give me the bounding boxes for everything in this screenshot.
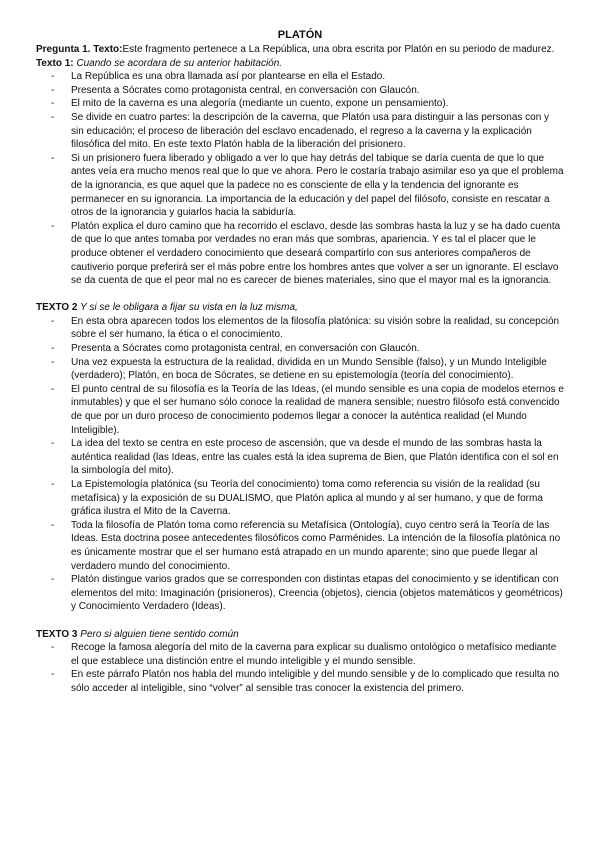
paragraph-spacer <box>36 614 564 628</box>
question-text: Este fragmento pertenece a La República, una obra escrita por Platón en su periodo de madurez. <box>122 44 555 55</box>
list-item <box>36 220 564 288</box>
paragraph-spacer <box>36 288 564 302</box>
dash-bullet-icon: - <box>51 315 55 327</box>
section-label: TEXTO 2 <box>36 302 78 314</box>
list-item-text: Presenta a Sócrates como protagonista central, en conversación con Glaucón. <box>71 343 420 355</box>
list-item-text: La idea del texto se centra en este proceso de ascensión, que va desde el mundo de las sombras hasta la auténtica realidad (las Ideas, entre las cuales está la idea suprema de Bien, que Platón identifica con el sol en la simbología del mito). <box>71 438 559 477</box>
bullet-list <box>36 70 564 288</box>
list-item <box>36 152 564 220</box>
list-item <box>36 668 564 695</box>
section-subtitle: Pero si alguien tiene sentido común <box>77 628 239 640</box>
list-item-text: Si un prisionero fuera liberado y obligado a ver lo que hay detrás del tabique se daría cuenta de que lo que antes veía era mucho menos real que lo que ve ahora. Pero le costaría trabajo asimilar eso ya que el problema de la ignorancia, es que aquel que la padece no es consciente de ella y la tendencia del ignorante es permanecer en su ignorancia. La importancia de la educación y del papel del filósofo, consiste en rescatar a otros de la ignorancia y guiarlos hacia la sabiduría. <box>71 152 564 219</box>
dash-bullet-icon: - <box>51 71 55 83</box>
list-item-text: La Epistemología platónica (su Teoría del conocimiento) toma como referencia su visión de la realidad (su metafísica) y la exposición de su DUALISMO, que Platón aplica al mundo y al ser humano, y que de forma gráfica ilustra el Mito de la Caverna. <box>71 479 543 518</box>
list-item <box>36 437 564 478</box>
list-item <box>36 519 564 573</box>
dash-bullet-icon: - <box>51 152 55 164</box>
list-item <box>36 573 564 614</box>
page-title: PLATÓN <box>277 29 323 41</box>
section-label: TEXTO 3 <box>36 628 78 640</box>
list-item <box>36 342 564 356</box>
bullet-list <box>36 641 564 695</box>
list-item <box>36 97 564 111</box>
section-texto-1 <box>36 57 564 288</box>
bullet-list <box>36 315 564 614</box>
list-item-text: Recoge la famosa alegoría del mito de la caverna para explicar su dualismo ontológico o metafísico mediante el que establece una distinción entre el mundo inteligible y el mundo sensible. <box>71 642 557 667</box>
list-item <box>36 111 564 152</box>
section-subtitle: Y si se le obligara a fijar su vista en la luz misma, <box>77 302 298 314</box>
section-subtitle: Cuando se acordara de su anterior habitación. <box>73 57 283 69</box>
section-texto-2 <box>36 301 564 614</box>
dash-bullet-icon: - <box>51 343 55 355</box>
list-item-text: Platón explica el duro camino que ha recorrido el esclavo, desde las sombras hasta la luz y se ha dado cuenta de que lo que antes tomaba por verdades no eran más que sombras, apariencia. Y es tal el placer que le produce obtener el verdadero conocimiento que deseará compartirlo con sus anteriores compañeros de cautiverio porque preferirá ser el más pobre entre los hombres antes que volver a ser un ignorante. El esclavo se da cuenta de que el peor mal no es carecer de bienes materiales, sino que el mayor mal es la ignorancia. <box>71 220 561 287</box>
list-item <box>36 641 564 668</box>
dash-bullet-icon: - <box>51 479 55 490</box>
list-item-text: Presenta a Sócrates como protagonista central, en conversación con Glaucón. <box>71 84 420 96</box>
dash-bullet-icon: - <box>51 383 55 395</box>
dash-bullet-icon: - <box>51 356 55 368</box>
dash-bullet-icon: - <box>51 669 55 681</box>
section-label: Texto 1: <box>36 57 74 69</box>
list-item-text: El punto central de su filosofía es la Teoría de las Ideas, (el mundo sensible es una copia de modelos eternos e inmutables) y que el ser humano sólo conoce la realidad de manera sensible; nuestro filósofo está convencido de que por un duro proceso de conocimiento podemos llegar a conocer la auténtica realidad (el Mundo Inteligible). <box>71 383 564 436</box>
list-item <box>36 84 564 98</box>
dash-bullet-icon: - <box>51 519 55 531</box>
list-item <box>36 315 564 342</box>
list-item-text: Platón distingue varios grados que se corresponden con distintas etapas del conocimiento y se identifican con elementos del mito: Imaginación (prisioneros), Creencia (objetos), ciencia (objetos matemáticos y geométricos) y Conocimiento Verdadero (Ideas). <box>71 574 563 613</box>
list-item-text: La República es una obra llamada así por plantearse en ella el Estado. <box>71 71 386 83</box>
question-label: Pregunta 1. Texto: <box>36 44 123 55</box>
dash-bullet-icon: - <box>51 98 55 110</box>
dash-bullet-icon: - <box>51 642 55 654</box>
dash-bullet-icon: - <box>51 111 55 123</box>
dash-bullet-icon: - <box>51 220 55 232</box>
list-item <box>36 356 564 383</box>
list-item <box>36 70 564 84</box>
list-item-text: Se divide en cuatro partes: la descripción de la caverna, que Platón usa para distinguir a las personas con y sin educación; el proceso de liberación del esclavo encadenado, el regreso a la caverna y la explicación filosófica del mito. En este texto Platón habla de la liberación del prisionero. <box>71 111 550 151</box>
list-item <box>36 383 564 437</box>
dash-bullet-icon: - <box>51 84 55 96</box>
list-item-text: En este párrafo Platón nos habla del mundo inteligible y del mundo sensible y de lo complicado que resulta no sólo acceder al inteligible, sino “volver” al sensible tras conocer la existencia del primero. <box>71 669 560 694</box>
section-heading <box>36 301 564 315</box>
list-item <box>36 478 564 519</box>
list-item-text: Toda la filosofía de Platón toma como referencia su Metafísica (Ontología), cuyo centro será la Teoría de las Ideas. Esta doctrina posee antecedentes filosóficos como Parménides. La intención de la filosofía platónica no es únicamente mostrar que el ser humano está atrapado en un mundo aparente; sino que puede llegar al verdadero mundo del conocimiento. <box>71 519 561 572</box>
section-heading <box>36 628 564 642</box>
list-item-text: El mito de la caverna es una alegoría (mediante un cuento, expone un pensamiento). <box>71 98 449 110</box>
section-heading <box>36 57 564 71</box>
list-item-text: Una vez expuesta la estructura de la realidad, dividida en un Mundo Sensible (falso), y un Mundo Inteligible (verdadero); Platón, en boca de Sócrates, se detiene en su epistemología (teoría del conocimiento). <box>71 356 547 382</box>
question-line <box>36 43 564 57</box>
list-item-text: En esta obra aparecen todos los elementos de la filosofía platónica: su visión sobre la realidad, su concepción sobre el ser humano, la ética o el conocimiento. <box>71 315 560 341</box>
dash-bullet-icon: - <box>51 574 55 586</box>
dash-bullet-icon: - <box>51 438 55 450</box>
section-texto-3 <box>36 628 564 696</box>
